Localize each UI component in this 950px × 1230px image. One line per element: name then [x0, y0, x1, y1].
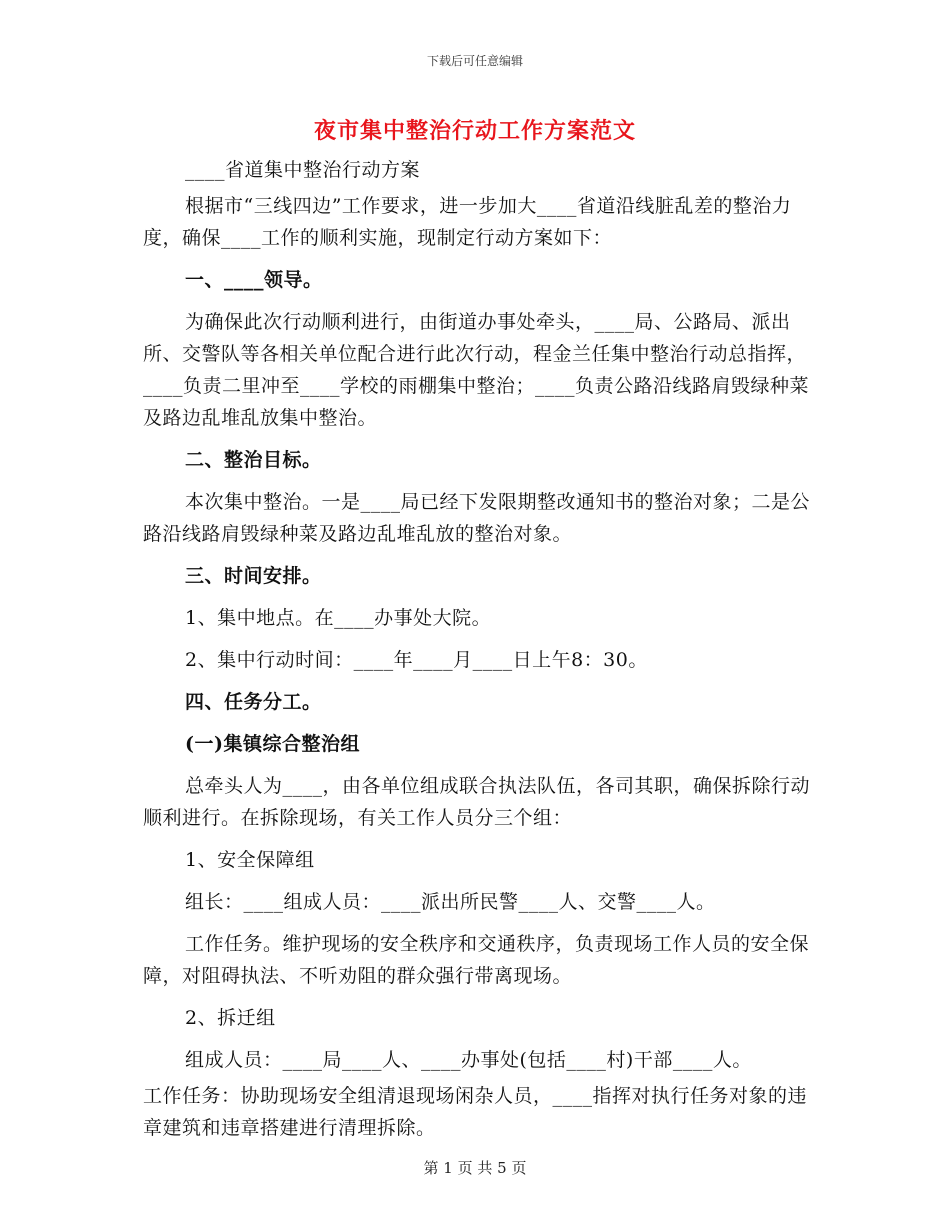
paragraph-time: 2、集中行动时间：____年____月____日上午8：30。: [185, 649, 648, 671]
heading-goals: 二、整治目标。: [185, 449, 322, 471]
paragraph-leadership: 为确保此次行动顺利进行，由街道办事处牵头，____局、公路局、派出所、交警队等各相关单位配合进行此次行动，程金兰任集中整治行动总指挥，____负责二里冲至____学校的雨棚集中整治；____负责公路沿线路肩毁绿种菜及路边乱堆乱放集中整治。: [143, 311, 810, 429]
document-body: [143, 154, 813, 1154]
document-title: 夜市集中整治行动工作方案范文: [313, 118, 636, 144]
page-footer: 第 1 页 共 5 页: [423, 1159, 527, 1177]
heading-leadership: 一、____领导。: [185, 269, 323, 291]
paragraph-plan-name: ____省道集中整治行动方案: [185, 159, 421, 181]
heading-schedule: 三、时间安排。: [185, 565, 322, 587]
paragraph-demolition-members: 组成人员：____局____人、____办事处(包括____村)干部____人。: [185, 1049, 752, 1071]
paragraph-security-tasks: 工作任务。维护现场的安全秩序和交通秩序，负责现场工作人员的安全保障，对阻碍执法、不听劝阻的群众强行带离现场。: [143, 933, 810, 987]
heading-security-group: 1、安全保障组: [185, 849, 315, 871]
paragraph-location: 1、集中地点。在____办事处大院。: [185, 607, 492, 629]
paragraph-goals: 本次集中整治。一是____局已经下发限期整改通知书的整治对象；二是公路沿线路肩毁绿种菜及路边乱堆乱放的整治对象。: [143, 491, 811, 545]
heading-tasks: 四、任务分工。: [185, 691, 322, 713]
paragraph-town-group: 总牵头人为____，由各单位组成联合执法队伍，各司其职，确保拆除行动顺利进行。在拆除现场，有关工作人员分三个组：: [143, 775, 811, 829]
heading-town-group: (一)集镇综合整治组: [185, 733, 360, 755]
paragraph-intro: 根据市“三线四边”工作要求，进一步加大____省道沿线脏乱差的整治力度，确保____工作的顺利实施，现制定行动方案如下：: [143, 195, 792, 249]
paragraph-demolition-tasks: 工作任务：协助现场安全组清退现场闲杂人员，____指挥对执行任务对象的违章建筑和违章搭建进行清理拆除。: [143, 1085, 808, 1139]
heading-demolition-group: 2、拆迁组: [185, 1007, 276, 1029]
paragraph-security-members: 组长：____组成人员：____派出所民警____人、交警____人。: [185, 891, 716, 913]
header-note: 下载后可任意编辑: [426, 54, 523, 68]
